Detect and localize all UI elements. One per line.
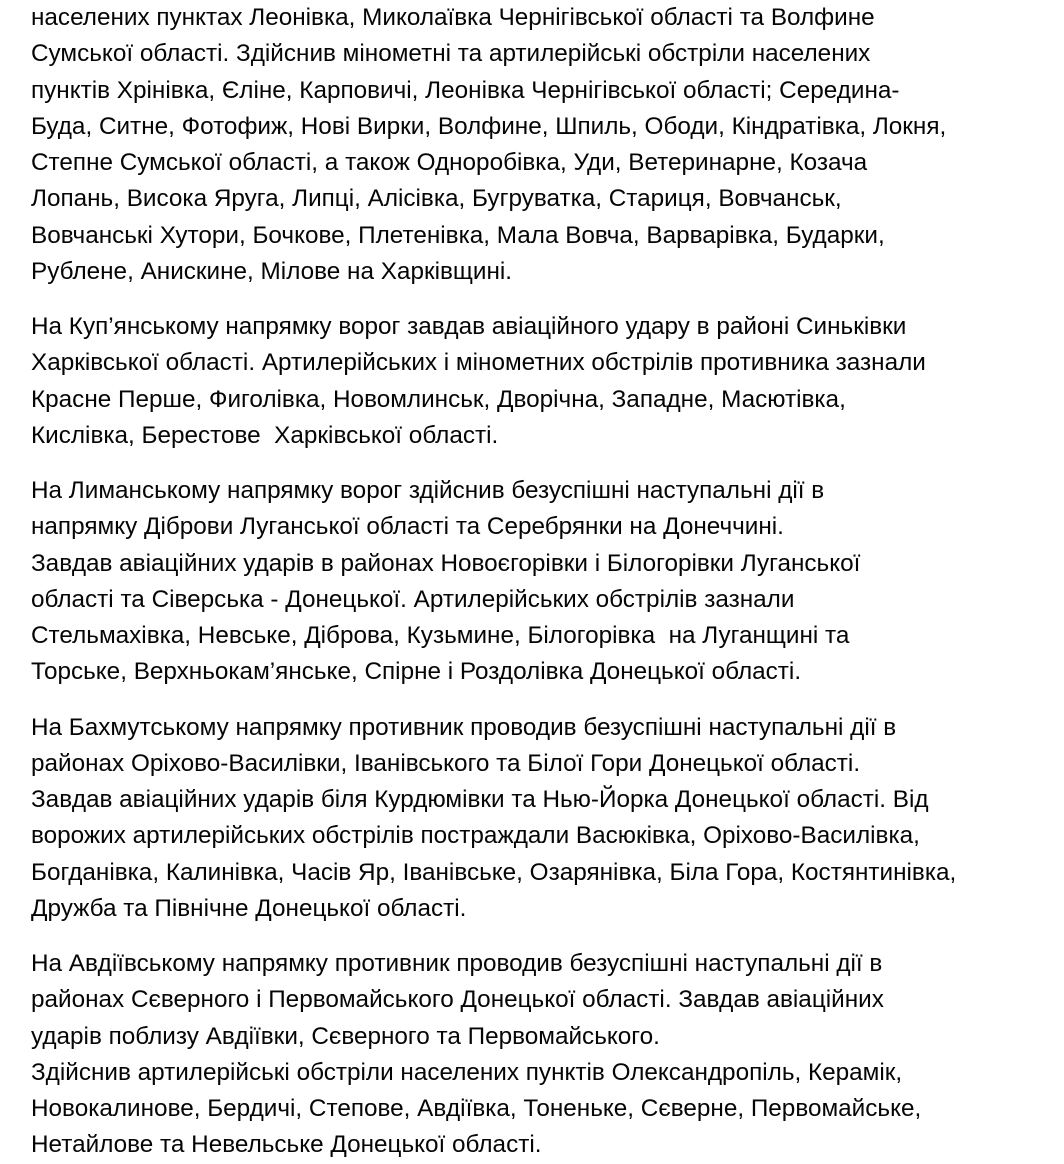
paragraph-avdiivka-direction: [31, 946, 1061, 1164]
paragraph-kupiansk-direction: [31, 309, 1061, 454]
text-line: Лопань, Висока Яруга, Липці, Алісівка, Бугруватка, Стариця, Вовчанськ,: [31, 185, 842, 213]
text-line: ворожих артилерійських обстрілів постраждали Васюківка, Оріхово-Василівка,: [31, 822, 920, 850]
text-line: Степне Сумської області, а також Одноробівка, Уди, Ветеринарне, Козача: [31, 149, 868, 176]
text-line: Торське, Верхньокам’янське, Спірне і Роздолівка Донецької області.: [31, 658, 802, 686]
text-line: районах Сєверного і Первомайського Донецької області. Завдав авіаційних: [31, 986, 884, 1014]
post-text-body: [31, 0, 1061, 1164]
paragraph-lyman-direction: [31, 473, 1061, 691]
text-line: Новокалинове, Бердичі, Степове, Авдіївка, Тоненьке, Сєверне, Первомайське,: [31, 1095, 922, 1122]
text-line: Нетайлове та Невельське Донецької області.: [31, 1131, 542, 1159]
text-line: населених пунктах Леонівка, Миколаївка Чернігівської області та Волфине: [31, 4, 875, 31]
text-line: Буда, Ситне, Фотофиж, Нові Вирки, Волфине, Шпиль, Ободи, Кіндратівка, Локня,: [31, 112, 947, 140]
text-line: пунктів Хрінівка, Єліне, Карповичі, Леонівка Чернігівської області; Середина-: [31, 76, 900, 104]
text-line: області та Сіверська - Донецької. Артилерійських обстрілів зазнали: [31, 585, 795, 613]
text-line: На Лиманському напрямку ворог здійснив безуспішні наступальні дії в: [31, 477, 825, 504]
text-line: Кислівка, Берестове Харківської області.: [31, 421, 499, 449]
text-line: районах Оріхово-Василівки, Іванівського та Білої Гори Донецької області.: [31, 749, 861, 777]
text-line: Завдав авіаційних ударів в районах Новоєгорівки і Білогорівки Луганської: [31, 549, 861, 577]
text-line: Харківської області. Артилерійських і мінометних обстрілів противника зазнали: [31, 349, 926, 377]
text-line: Завдав авіаційних ударів біля Курдюмівки та Нью-Йорка Донецької області. Від: [31, 786, 929, 813]
text-line: напрямку Діброви Луганської області та Серебрянки на Донеччині.: [31, 513, 784, 541]
paragraph-northern-border: [31, 0, 1061, 290]
paragraph-bakhmut-direction: [31, 710, 1061, 928]
text-line: На Куп’янському напрямку ворог завдав авіаційного удару в районі Синьківки: [31, 313, 907, 340]
text-line: Красне Перше, Фиголівка, Новомлинськ, Дворічна, Западне, Масютівка,: [31, 385, 846, 413]
text-line: Сумської області. Здійснив мінометні та артилерійські обстріли населених: [31, 40, 871, 68]
text-line: Вовчанські Хутори, Бочкове, Плетенівка, Мала Вовча, Варварівка, Бударки,: [31, 221, 885, 249]
text-line: Рублене, Анискине, Мілове на Харківщині.: [31, 257, 513, 285]
text-line: На Авдіївському напрямку противник проводив безуспішні наступальні дії в: [31, 950, 883, 977]
text-line: Здійснив артилерійські обстріли населених пунктів Олександропіль, Керамік,: [31, 1058, 903, 1086]
text-line: Стельмахівка, Невське, Діброва, Кузьмине, Білогорівка на Луганщині та: [31, 622, 850, 649]
text-line: ударів поблизу Авдіївки, Сєверного та Первомайського.: [31, 1022, 660, 1050]
text-line: Дружба та Північне Донецької області.: [31, 894, 467, 922]
text-line: На Бахмутському напрямку противник проводив безуспішні наступальні дії в: [31, 713, 897, 741]
text-line: Богданівка, Калинівка, Часів Яр, Іванівське, Озарянівка, Біла Гора, Костянтинівка,: [31, 858, 957, 886]
